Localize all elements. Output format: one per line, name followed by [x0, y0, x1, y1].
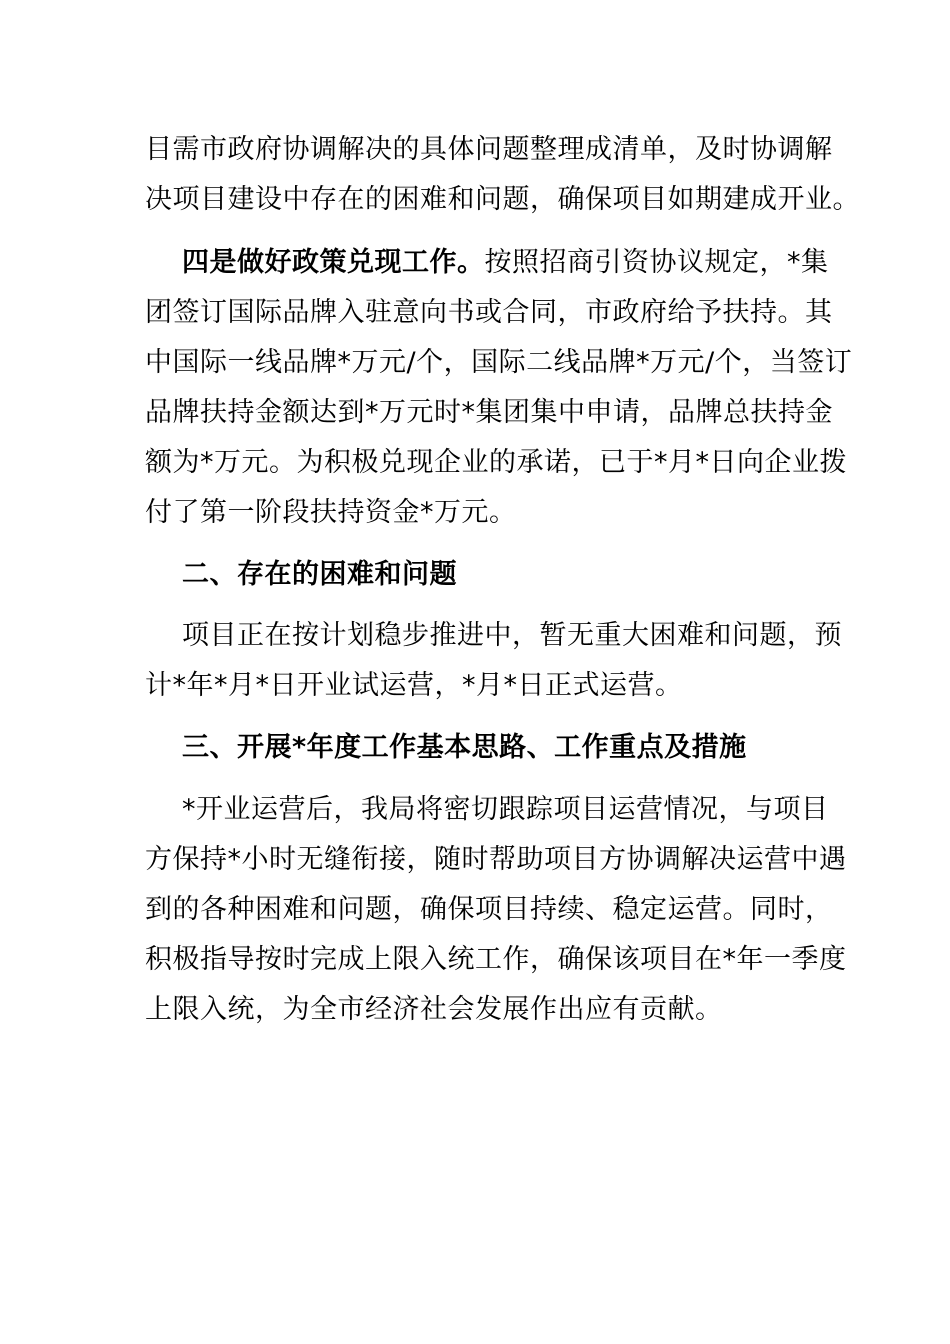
paragraph-1-line-2: 决项目建设中存在的困难和问题，确保项目如期建成开业。 — [145, 184, 860, 215]
paragraph-2-lead-rest: 按照招商引资协议规定，*集 — [484, 247, 829, 278]
paragraph-1-line-1: 目需市政府协调解决的具体问题整理成清单，及时协调解 — [145, 134, 833, 165]
paragraph-4-line-2: 方保持*小时无缝衔接，随时帮助项目方协调解决运营中遇 — [145, 844, 847, 875]
paragraph-2-line-5: 额为*万元。为积极兑现企业的承诺，已于*月*日向企业拨 — [145, 447, 847, 478]
paragraph-2-lead-bold: 四是做好政策兑现工作。 — [182, 247, 485, 278]
paragraph-3-line-1: 项目正在按计划稳步推进中，暂无重大困难和问题，预 — [182, 620, 842, 651]
section-heading-2: 二、存在的困难和问题 — [182, 559, 457, 590]
paragraph-4-line-4: 积极指导按时完成上限入统工作，确保该项目在*年一季度 — [145, 944, 847, 975]
paragraph-2-line-3: 中国际一线品牌*万元/个，国际二线品牌*万元/个，当签订 — [145, 347, 853, 378]
paragraph-4-line-5: 上限入统，为全市经济社会发展作出应有贡献。 — [145, 994, 723, 1025]
paragraph-2-line-2: 团签订国际品牌入驻意向书或合同，市政府给予扶持。其 — [145, 297, 833, 328]
paragraph-2-line-4: 品牌扶持金额达到*万元时*集团集中申请，品牌总扶持金 — [145, 397, 833, 428]
paragraph-4-line-1: *开业运营后，我局将密切跟踪项目运营情况，与项目 — [182, 794, 829, 825]
paragraph-4-line-3: 到的各种困难和问题，确保项目持续、稳定运营。同时， — [145, 894, 833, 925]
section-heading-3: 三、开展*年度工作基本思路、工作重点及措施 — [182, 732, 747, 763]
paragraph-2-line-6: 付了第一阶段扶持资金*万元。 — [145, 497, 517, 528]
paragraph-3-line-2: 计*年*月*日开业试运营，*月*日正式运营。 — [145, 670, 683, 701]
paragraph-2-line-1 — [182, 243, 862, 283]
